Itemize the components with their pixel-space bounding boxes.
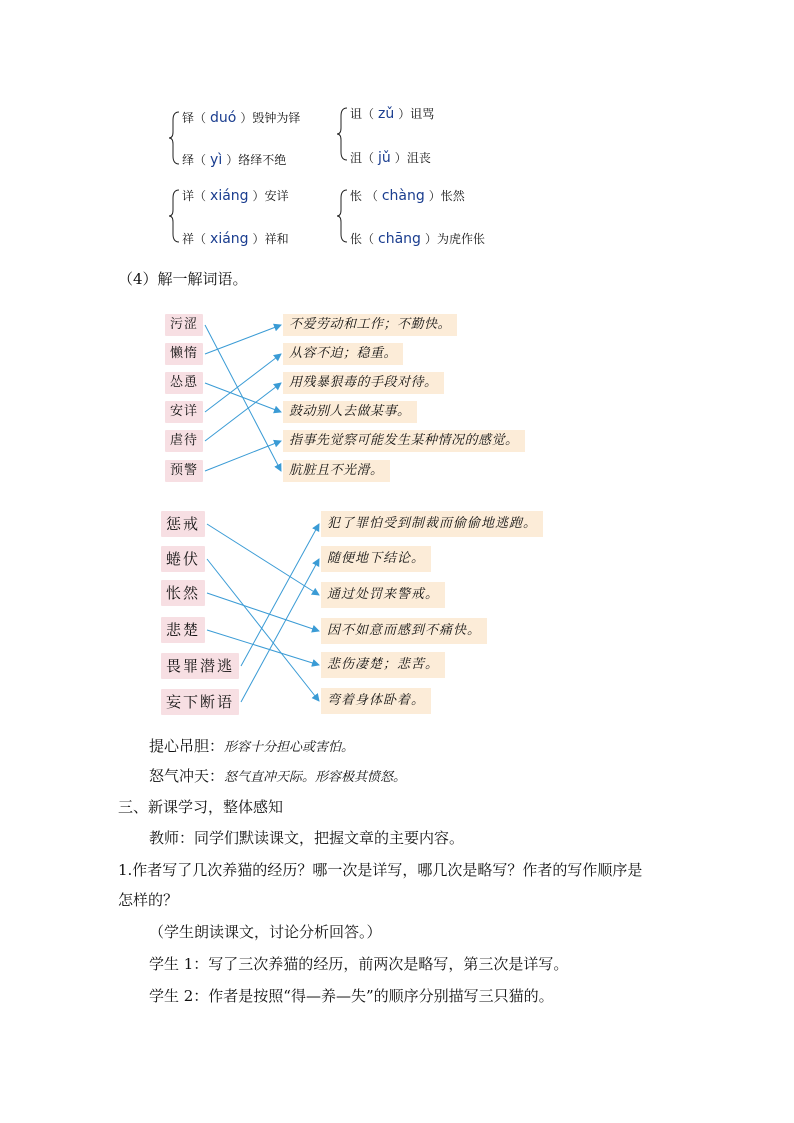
- match-definition[interactable]: 犯了罪怕受到制裁而偷偷地逃跑。: [321, 511, 543, 537]
- match-word[interactable]: 虐待: [165, 430, 203, 452]
- match-word[interactable]: 惩戒: [161, 511, 205, 537]
- pinyin-row: 怅 （ chàng ）怅然: [350, 188, 465, 204]
- match-word[interactable]: 污涩: [165, 314, 203, 336]
- pinyin-row: 铎（ duó ）毁钟为铎: [182, 110, 301, 126]
- match-word[interactable]: 懒惰: [165, 343, 203, 365]
- match-definition[interactable]: 不爱劳动和工作；不勤快。: [283, 314, 457, 336]
- match-line: [207, 524, 319, 595]
- match-line: [205, 383, 281, 412]
- match-line: [205, 441, 281, 471]
- match-line: [205, 354, 281, 412]
- student-answer: 学生 1：写了三次养猫的经历，前两次是略写，第三次是详写。: [149, 955, 569, 973]
- section-title: 三、新课学习，整体感知: [118, 798, 284, 816]
- pinyin-row: 祥（ xiáng ）祥和: [182, 231, 289, 247]
- instruction-line: （学生朗读课文，讨论分析回答。）: [149, 923, 382, 941]
- pinyin-row: 详（ xiáng ）安详: [182, 188, 289, 204]
- pinyin-row: 沮（ jǔ ）沮丧: [350, 150, 431, 166]
- match-definition[interactable]: 通过处罚来警戒。: [321, 582, 445, 608]
- match-word[interactable]: 预警: [165, 460, 203, 482]
- idiom-line: 提心吊胆：形容十分担心或害怕。: [149, 737, 355, 755]
- match-definition[interactable]: 指事先觉察可能发生某种情况的感觉。: [283, 430, 525, 452]
- match-definition[interactable]: 从容不迫；稳重。: [283, 343, 403, 365]
- question-line: 怎样的？: [118, 891, 179, 909]
- section-title: （4）解一解词语。: [118, 270, 248, 288]
- idiom-line: 怒气冲天：怒气直冲天际。形容极其愤怒。: [149, 767, 407, 785]
- match-line: [241, 524, 319, 666]
- teacher-line: 教师：同学们默读课文，把握文章的主要内容。: [149, 829, 465, 847]
- match-line: [241, 559, 319, 702]
- match-word[interactable]: 妄下断语: [161, 689, 239, 715]
- pinyin-row: 绎（ yì ）络绎不绝: [182, 152, 287, 168]
- match-line: [207, 559, 319, 701]
- pinyin-row: 诅（ zǔ ）诅骂: [350, 106, 435, 122]
- match-word[interactable]: 安详: [165, 401, 203, 423]
- match-word[interactable]: 怅然: [161, 580, 205, 606]
- question-line: 1.作者写了几次养猫的经历？哪一次是详写，哪几次是略写？作者的写作顺序是: [118, 861, 643, 879]
- match-word[interactable]: 蜷伏: [161, 546, 205, 572]
- match-definition[interactable]: 肮脏且不光滑。: [283, 460, 390, 482]
- match-definition[interactable]: 随便地下结论。: [321, 546, 431, 572]
- pinyin-row: 伥（ chāng ）为虎作伥: [350, 231, 485, 247]
- match-definition[interactable]: 用残暴狠毒的手段对待。: [283, 372, 444, 394]
- match-word[interactable]: 悲楚: [161, 617, 205, 643]
- match-line: [205, 325, 281, 354]
- match-word[interactable]: 怂恿: [165, 372, 203, 394]
- student-answer: 学生 2：作者是按照“得—养—失”的顺序分别描写三只猫的。: [149, 987, 554, 1005]
- match-definition[interactable]: 鼓动别人去做某事。: [283, 401, 417, 423]
- match-definition[interactable]: 悲伤凄楚；悲苦。: [321, 652, 445, 678]
- match-word[interactable]: 畏罪潜逃: [161, 653, 239, 679]
- match-definition[interactable]: 因不如意而感到不痛快。: [321, 618, 487, 644]
- match-definition[interactable]: 弯着身体卧着。: [321, 688, 431, 714]
- match-line: [205, 383, 281, 441]
